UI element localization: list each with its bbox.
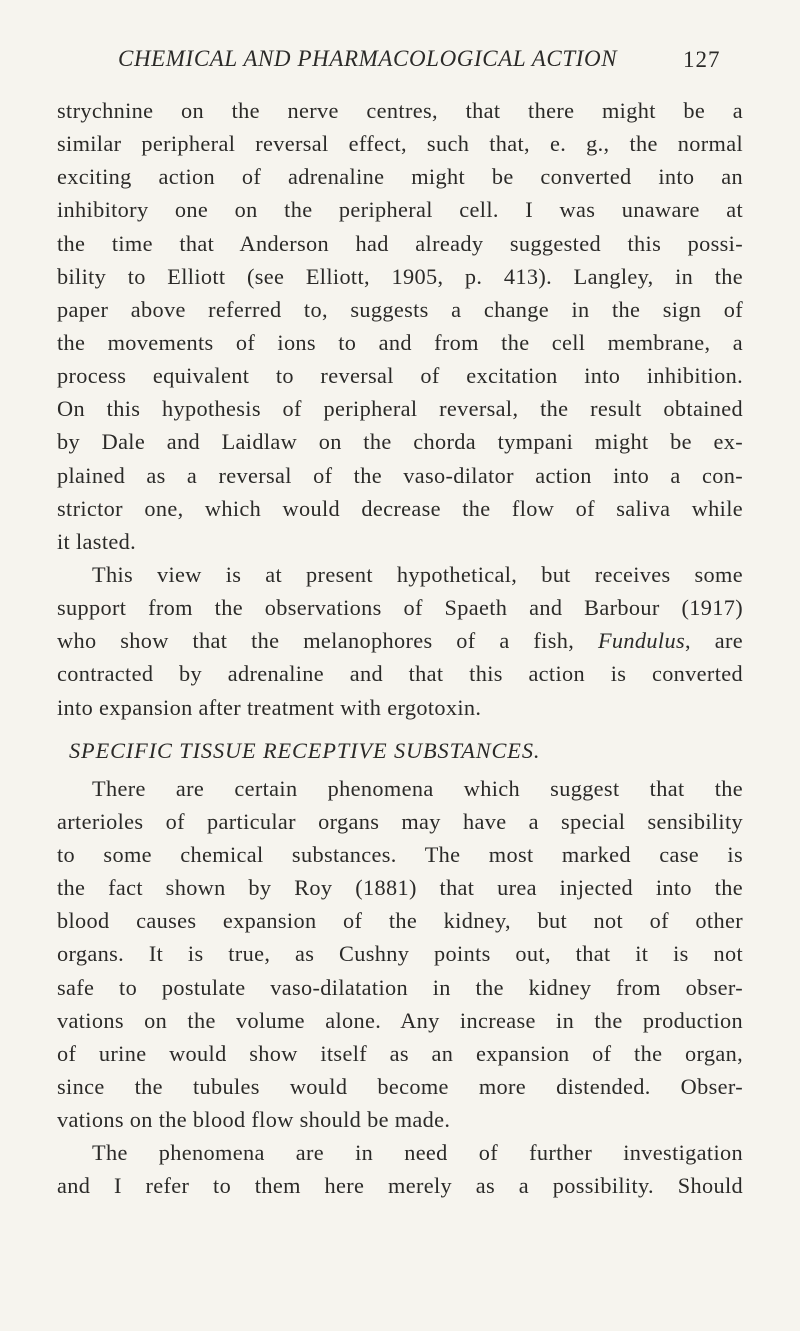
text-line (57, 624, 743, 657)
text-line: On this hypothesis of peripheral reversal, the result obtained (57, 396, 743, 422)
text-line: support from the observations of Spaeth and Barbour (1917) (57, 595, 743, 621)
species-name: Fundulus (597, 628, 685, 654)
text-line: similar peripheral reversal effect, such that, e. g., the normal (57, 131, 743, 157)
text-line: exciting action of adrenaline might be converted into an (57, 164, 743, 190)
text-line: strictor one, which would decrease the flow of saliva while (57, 495, 743, 521)
text-line: plained as a reversal of the vaso-dilator action into a con- (57, 462, 743, 488)
text-line: contracted by adrenaline and that this action is converted (57, 661, 743, 687)
text-line: paper above referred to, suggests a change in the sign of (57, 296, 743, 322)
text-line: There are certain phenomena which suggest that the (92, 775, 743, 801)
section-heading: SPECIFIC TISSUE RECEPTIVE SUBSTANCES. (69, 737, 541, 763)
text-line: process equivalent to reversal of excitation into inhibition. (57, 363, 743, 389)
text-line: strychnine on the nerve centres, that there might be a (57, 98, 743, 123)
text-line: it lasted. (57, 528, 137, 554)
text-line: vations on the volume alone. Any increase in the production (57, 1007, 743, 1033)
text-line: since the tubules would become more distended. Obser- (57, 1073, 743, 1099)
text-line: The phenomena are in need of further investigation (92, 1140, 743, 1166)
text-line: arterioles of particular organs may have a special sensibility (57, 808, 743, 834)
text-line: organs. It is true, as Cushny points out, that it is not (57, 941, 743, 967)
text-line: into expansion after treatment with ergotoxin. (57, 694, 482, 720)
text-line: blood causes expansion of the kidney, but not of other (57, 908, 743, 934)
paragraph-continuation (57, 94, 743, 558)
text-line: This view is at present hypothetical, but receives some (92, 561, 743, 587)
text-line: bility to Elliott (see Elliott, 1905, p. 413). Langley, in the (57, 263, 743, 289)
page-number: 127 (683, 47, 721, 72)
paragraph-further-investigation (57, 1136, 743, 1202)
text-run: who show that the melanophores of a fish, (57, 628, 598, 654)
paragraph-receptive-substances (57, 772, 743, 1137)
text-line: the fact shown by Roy (1881) that urea injected into the (57, 875, 743, 901)
text-line: to some chemical substances. The most marked case is (57, 841, 743, 867)
text-line: the time that Anderson had already suggested this possi- (57, 230, 743, 256)
paragraph-hypothesis (57, 558, 743, 724)
text-line: of urine would show itself as an expansion of the organ, (57, 1040, 743, 1066)
text-line: vations on the blood flow should be made. (57, 1107, 451, 1133)
text-line: and I refer to them here merely as a possibility. Should (57, 1173, 743, 1199)
text-run: , are (685, 628, 743, 654)
running-title: CHEMICAL AND PHARMACOLOGICAL ACTION (118, 46, 618, 71)
running-head (118, 46, 721, 86)
text-line: the movements of ions to and from the cell membrane, a (57, 329, 743, 355)
text-line: by Dale and Laidlaw on the chorda tympani might be ex- (57, 429, 743, 455)
text-line: inhibitory one on the peripheral cell. I was unaware at (57, 197, 743, 223)
text-line: safe to postulate vaso-dilatation in the kidney from obser- (57, 974, 743, 1000)
body-text (57, 94, 743, 1203)
